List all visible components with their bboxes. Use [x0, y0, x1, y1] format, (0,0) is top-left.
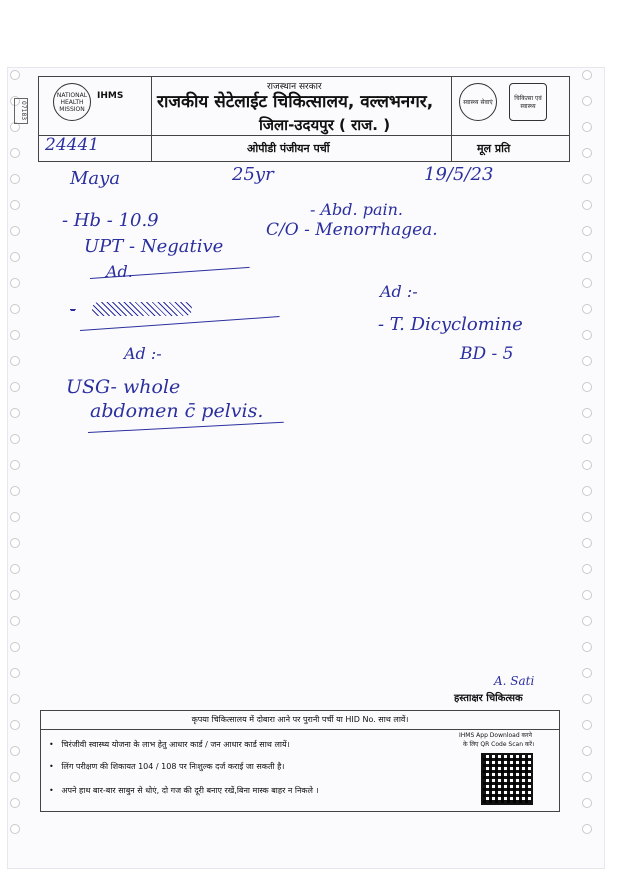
tractor-hole	[10, 824, 20, 834]
tractor-hole	[10, 226, 20, 236]
tractor-hole	[582, 460, 592, 470]
tractor-hole	[582, 590, 592, 600]
side-stamp: 07183	[14, 98, 28, 124]
tractor-hole	[582, 772, 592, 782]
tractor-hole	[10, 746, 20, 756]
tractor-hole	[582, 668, 592, 678]
tractor-hole	[582, 330, 592, 340]
nhm-logo-text: NATIONAL HEALTH MISSION	[56, 91, 88, 113]
nhm-logo-icon	[53, 83, 91, 121]
tractor-hole	[10, 798, 20, 808]
patient-name: Maya	[70, 168, 121, 189]
copy-label: मूल प्रति	[477, 142, 511, 155]
registration-number: 24441	[45, 135, 100, 155]
prescription-dose: BD - 5	[460, 344, 514, 364]
tractor-hole	[582, 486, 592, 496]
tractor-hole	[10, 174, 20, 184]
tractor-hole	[10, 252, 20, 262]
hospital-name: राजकीय सेटेलाईट चिकित्सालय, वल्लभनगर,	[157, 92, 434, 112]
tractor-hole	[582, 96, 592, 106]
hb-result: - Hb - 10.9	[62, 210, 159, 231]
tractor-hole	[10, 564, 20, 574]
tractor-hole	[10, 148, 20, 158]
tractor-hole	[10, 512, 20, 522]
tractor-holes-left	[10, 70, 22, 850]
tractor-hole	[582, 382, 592, 392]
tractor-hole	[582, 278, 592, 288]
tractor-hole	[10, 460, 20, 470]
ihms-label: IHMS	[97, 91, 124, 101]
tractor-hole	[582, 616, 592, 626]
rajasthan-health-logo-icon	[459, 83, 497, 121]
tractor-hole	[10, 434, 20, 444]
tractor-hole	[582, 70, 592, 80]
tractor-hole	[582, 148, 592, 158]
footer-bullet-text: अपने हाथ बार-बार साबुन से धोएं, दो गज की दूरी बनाए रखें,बिना मास्क बाहर न निकले ।	[61, 786, 319, 795]
tractor-hole	[582, 642, 592, 652]
tractor-hole	[582, 512, 592, 522]
tractor-hole	[10, 538, 20, 548]
ihms-app-line1: IHMS App Download करने	[459, 732, 532, 739]
tractor-hole	[582, 408, 592, 418]
medical-dept-logo-icon	[509, 83, 547, 121]
tractor-hole	[582, 824, 592, 834]
tractor-hole	[582, 746, 592, 756]
footer-bullet: • लिंग परीक्षण की शिकायत 104 / 108 पर निःशुल्क दर्ज कराई जा सकती है।	[49, 762, 285, 771]
signature-label: हस्ताक्षर चिकित्सक	[454, 693, 523, 704]
footer-bullet-text: चिरंजीवी स्वास्थ्य योजना के लाभ हेतु आधार कार्ड / जन आधार कार्ड साथ लायें।	[61, 740, 290, 749]
prescription-dicyclomine: - T. Dicyclomine	[378, 314, 523, 335]
tractor-hole	[582, 720, 592, 730]
tractor-hole	[582, 538, 592, 548]
tractor-hole	[582, 304, 592, 314]
qr-code-icon	[481, 753, 533, 805]
tractor-hole	[10, 486, 20, 496]
tractor-hole	[582, 252, 592, 262]
tractor-hole	[10, 356, 20, 366]
footer-notice: कृपया चिकित्सालय में दोबारा आने पर पुरानी पर्ची या HID No. साथ लावें।	[41, 711, 559, 730]
tractor-hole	[10, 642, 20, 652]
tractor-hole	[10, 590, 20, 600]
tractor-hole	[10, 772, 20, 782]
gov-label: राजस्थान सरकार	[267, 82, 322, 92]
district: जिला-उदयपुर ( राज. )	[259, 116, 391, 134]
footer-bullet-text: लिंग परीक्षण की शिकायत 104 / 108 पर निःशुल्क दर्ज कराई जा सकती है।	[61, 762, 285, 771]
struck-out-text: -	[70, 300, 76, 320]
tractor-hole	[582, 226, 592, 236]
complaint-abd-pain: - Abd. pain.	[310, 200, 403, 219]
tractor-hole	[10, 330, 20, 340]
ihms-app-line2: के लिए QR Code Scan करें।	[463, 741, 535, 748]
usg-line-1: USG- whole	[66, 376, 181, 398]
advice-label-2: Ad :-	[124, 344, 162, 363]
tractor-hole	[582, 434, 592, 444]
footer-bullet: • चिरंजीवी स्वास्थ्य योजना के लाभ हेतु आधार कार्ड / जन आधार कार्ड साथ लायें।	[49, 740, 290, 749]
tractor-hole	[10, 382, 20, 392]
slip-footer	[40, 710, 560, 812]
tractor-hole	[10, 200, 20, 210]
upt-result: UPT - Negative	[84, 236, 224, 257]
complaint-menorrhagia: C/O - Menorrhagea.	[266, 220, 438, 240]
visit-date: 19/5/23	[424, 164, 494, 185]
tractor-hole	[10, 694, 20, 704]
tractor-hole	[10, 70, 20, 80]
tractor-hole	[10, 304, 20, 314]
tractor-hole	[582, 356, 592, 366]
slip-header	[38, 76, 570, 162]
right-logo2-text: चिकित्सा एवं स्वास्थ्य	[514, 95, 542, 110]
footer-bullet: • अपने हाथ बार-बार साबुन से धोएं, दो गज की दूरी बनाए रखें,बिना मास्क बाहर न निकले ।	[49, 786, 319, 795]
doctor-signature: A. Sati	[494, 674, 535, 688]
advice-label-1: Ad.	[106, 262, 133, 281]
tractor-hole	[582, 200, 592, 210]
scribble-mark	[92, 302, 192, 316]
tractor-hole	[10, 616, 20, 626]
right-logo1-text: स्वास्थ्य सेवाएं	[463, 99, 493, 106]
tractor-hole	[10, 720, 20, 730]
usg-line-2: abdomen c̄ pelvis.	[90, 400, 264, 422]
tractor-hole	[10, 278, 20, 288]
tractor-hole	[10, 668, 20, 678]
tractor-hole	[582, 694, 592, 704]
advice-label-right: Ad :-	[380, 282, 418, 301]
form-title: ओपीडी पंजीयन पर्ची	[247, 142, 330, 155]
tractor-hole	[582, 564, 592, 574]
patient-age: 25yr	[232, 164, 274, 185]
tractor-hole	[10, 408, 20, 418]
tractor-hole	[582, 798, 592, 808]
tractor-holes-right	[582, 70, 594, 850]
tractor-hole	[582, 122, 592, 132]
tractor-hole	[582, 174, 592, 184]
